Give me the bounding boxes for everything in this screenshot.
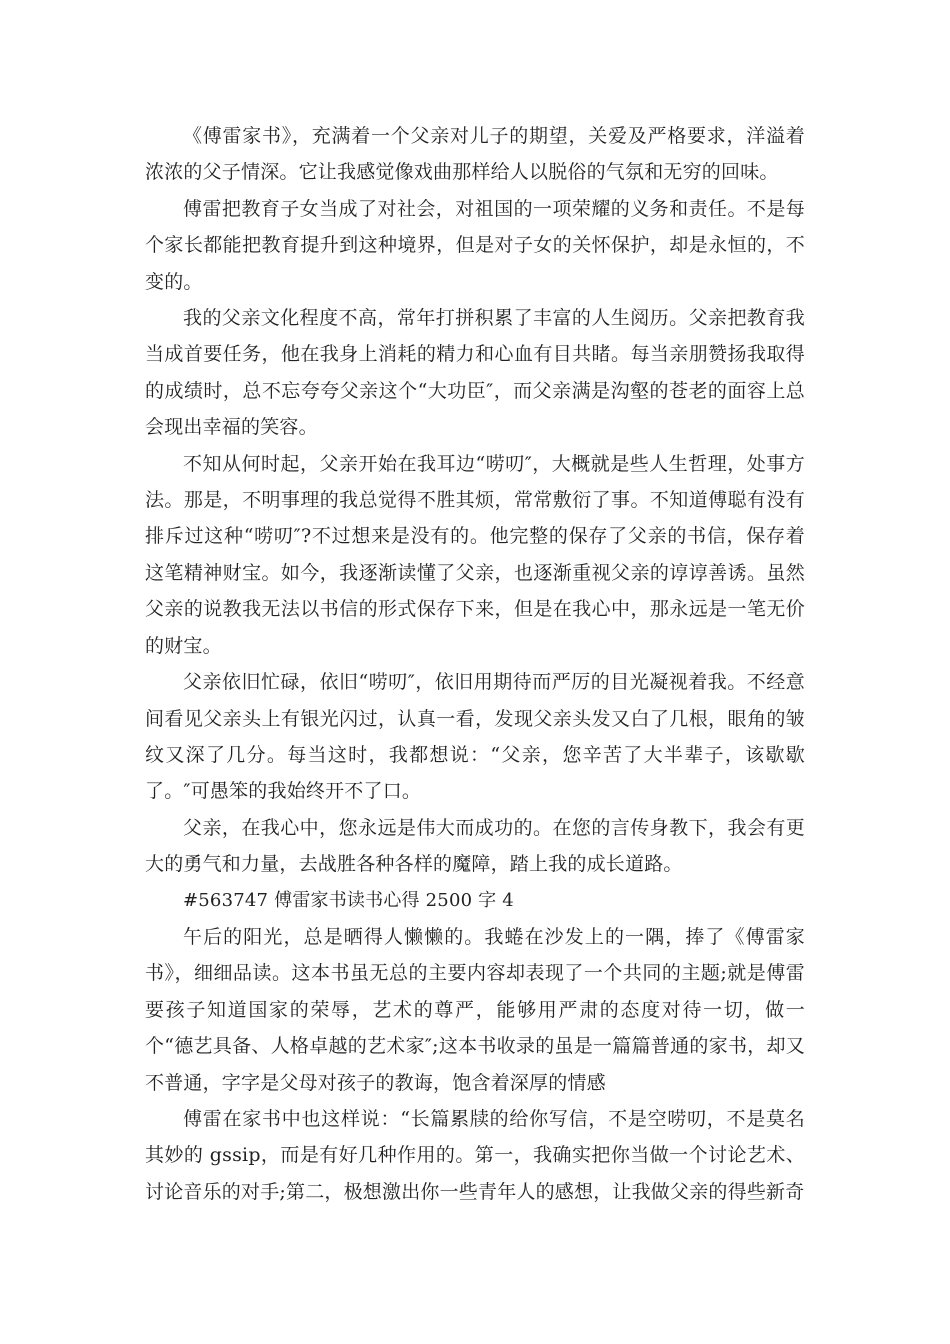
paragraph: 父亲，在我心中，您永远是伟大而成功的。在您的言传身教下，我会有更大的勇气和力量，去战胜各种各样的魔障，踏上我的成长道路。 [145, 816, 805, 876]
paragraph: 不知从何时起，父亲开始在我耳边“唠叨″，大概就是些人生哲理，处事方法。那是，不明事理的我总觉得不胜其烦，常常敷衍了事。不知道傅聪有没有排斥过这种“唠叨″?不过想来是没有的。他完整的保存了父亲的书信，保存着这笔精神财宝。如今，我逐渐读懂了父亲，也逐渐重视父亲的谆谆善诱。虽然父亲的说教我无法以书信的形式保存下来，但是在我心中，那永远是一笔无价的财宝。 [145, 452, 805, 657]
section-heading: #563747 傅雷家书读书心得 2500 字 4 [183, 889, 514, 911]
paragraph: 《傅雷家书》，充满着一个父亲对儿子的期望，关爱及严格要求，洋溢着浓浓的父子情深。它让我感觉像戏曲那样给人以脱俗的气氛和无穷的回味。 [145, 125, 805, 184]
paragraph: 我的父亲文化程度不高，常年打拼积累了丰富的人生阅历。父亲把教育我当成首要任务，他在我身上消耗的精力和心血有目共睹。每当亲朋赞扬我取得的成绩时，总不忘夸夸父亲这个“大功臣″，而父亲满是沟壑的苍老的面容上总会现出幸福的笑容。 [145, 307, 805, 439]
paragraph: 傅雷把教育子女当成了对社会，对祖国的一项荣耀的义务和责任。不是每个家长都能把教育提升到这种境界，但是对子女的关怀保护，却是永恒的，不变的。 [145, 197, 805, 293]
paragraph: 傅雷在家书中也这样说：“长篇累牍的给你写信，不是空唠叨，不是莫名其妙的 gssip，而是有好几种作用的。第一，我确实把你当做一个讨论艺术、讨论音乐的对手;第二，极想激出你一些青年人的感想，让我做父亲的得些新奇 [145, 1107, 805, 1203]
paragraph: 午后的阳光，总是晒得人懒懒的。我蜷在沙发上的一隅，捧了《傅雷家书》，细细品读。这本书虽无总的主要内容却表现了一个共同的主题;就是傅雷要孩子知道国家的荣辱，艺术的尊严，能够用严肃的态度对待一切，做一个“德艺具备、人格卓越的艺术家″;这本书收录的虽是一篇篇普通的家书，却又不普通，字字是父母对孩子的教诲，饱含着深厚的情感 [145, 925, 805, 1094]
document-body [145, 118, 805, 1210]
paragraph: 父亲依旧忙碌，依旧“唠叨″，依旧用期待而严厉的目光凝视着我。不经意间看见父亲头上有银光闪过，认真一看，发现父亲头发又白了几根，眼角的皱纹又深了几分。每当这时，我都想说：“父亲，您辛苦了大半辈子，该歇歇了。″可愚笨的我始终开不了口。 [145, 671, 805, 803]
